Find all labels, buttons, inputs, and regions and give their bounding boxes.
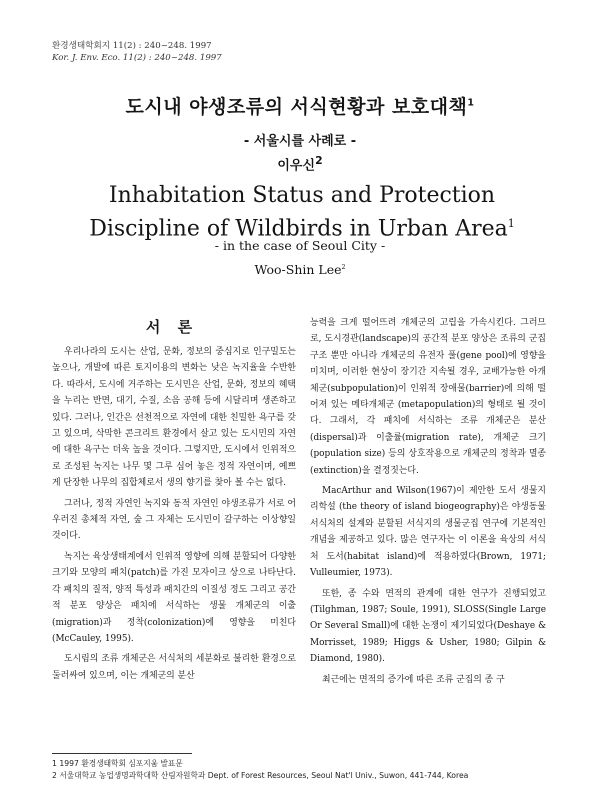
english-author-footnote-mark: 2 <box>341 263 346 271</box>
korean-title-footnote-mark: 1 <box>467 97 475 109</box>
paragraph: 그러나, 정적 자연인 녹지와 동적 자연인 야생조류가 서로 어우러진 총체적 자연, 숲 그 자체는 도시민이 갈구하는 이상향일 것이다. <box>52 498 296 542</box>
korean-author <box>0 154 600 173</box>
english-author <box>0 262 600 277</box>
journal-citation-english: Kor. J. Env. Eco. 11(2) : 240~248. 1997 <box>52 53 222 63</box>
paragraph: 우리나라의 도시는 산업, 문화, 정보의 중심지로 인구밀도는 높으나, 개발에 따른 토지이용의 변화는 낮은 녹지율을 수반한다. 따라서, 도시에 거주하는 도시민은 산업, 문화, 정보의 혜택을 누리는 반면, 대기, 수질, 소음 공해 등에 시달리며 생존하고 있다. 그러나, 인간은 선천적으로 자연에 대한 친밀한 욕구를 갖고 있으며, 삭막한 콘크리트 환경에서 살고 있는 도시민의 자연에 대한 욕구는 더욱 높을 것이다. 그렇지만, 도시에서 인위적으로 조성된 녹지는 나무 몇 그루 심어 놓은 정적 자연이며, 예쁘게 단장한 나무의 집합체로서 생의 향기를 찾아 볼 수는 없다. <box>52 347 296 489</box>
section-heading-introduction: 서 론 <box>145 318 199 336</box>
english-title-text: Inhabitation Status and Protection Discipline of Wildbirds in Urban Area <box>89 183 508 242</box>
paragraph: 녹지는 육상생태계에서 인위적 영향에 의해 분할되어 다양한 크기와 모양의 패치(patch)를 가진 모자이크 상으로 나타난다. 각 패치의 질적, 양적 특성과 패치간의 이질성 정도 그리고 공간적 분포 양상은 패치에 서식하는 생물 개체군의 이출(migration)과 정착(colonization)에 영향을 미친다(McCauley, 1995). <box>52 551 296 644</box>
journal-citation-korean: 환경생태학회지 11(2) : 240~248. 1997 <box>52 41 212 51</box>
journal-header <box>52 40 222 64</box>
left-column <box>52 344 296 684</box>
footnote-2: 2 서울대학교 농업생명과학대학 산림자원학과 Dept. of Forest Resources, Seoul Nat'l Univ., Suwon, 441-744, Korea <box>52 771 469 780</box>
footnote-divider <box>52 753 192 754</box>
english-title-footnote-mark: 1 <box>507 217 515 230</box>
korean-author-footnote-mark: 2 <box>315 154 323 167</box>
korean-title <box>0 92 600 119</box>
english-subtitle: - in the case of Seoul City - <box>214 238 386 253</box>
paragraph: 능력을 크게 떨어뜨려 개체군의 고립을 가속시킨다. 그러므로, 도시경관(landscape)의 공간적 분포 양상은 조류의 군집 구조 뿐만 아니라 개체군의 유전자 풀(gene pool)에 영향을 미치며, 이러한 현상이 장기간 지속될 경우, 교배가능한 아개체군(subpopulation)이 인위적 장애물(barrier)에 의해 떨어져 있는 메타개체군 (metapopulation)의 형태로 될 것이다. 그래서, 각 패치에 서식하는 조류 개체군은 분산(dispersal)과 이출률(migration rate), 개체군 크기(population size) 등의 상호작용으로 개체군의 정착과 멸종(extinction)을 결정짓는다. <box>310 318 546 476</box>
korean-author-name: 이우신 <box>277 158 316 174</box>
right-column <box>310 315 546 688</box>
footnotes <box>52 758 552 782</box>
english-author-name: Woo-Shin Lee <box>254 262 342 277</box>
paragraph: MacArthur and Wilson(1967)이 제안한 도서 생물지리학설 (the theory of island biogeography)은 야생동물 서식처의 설계와 분할된 서식지의 생물군집 연구에 기본적인 개념을 제공하고 있다. 많은 연구자는 이 이론을 육상의 서식처 도서(habitat island)에 적용하였다(Brown, 1971; Vulleumier, 1973). <box>310 486 546 579</box>
footnote-1: 1 1997 환경생태학회 심포지움 발표문 <box>52 759 183 768</box>
paragraph: 최근에는 면적의 증가에 따른 조류 군집의 종 구 <box>322 674 505 685</box>
english-title <box>52 182 552 243</box>
korean-subtitle: - 서울시를 사례로 - <box>243 134 357 149</box>
paragraph: 또한, 종 수와 면적의 관계에 대한 연구가 진행되었고 (Tilghman, 1987; Soule, 1991), SLOSS(Single Large Or Several Small)에 대한 논쟁이 제기되었다(Deshaye & Morrisset, 1989; Higgs & Usher, 1980; Gilpin & Diamond, 1980). <box>310 588 546 665</box>
korean-title-text: 도시내 야생조류의 서식현황과 보호대책 <box>125 96 468 118</box>
paragraph: 도시림의 조류 개체군은 서식처의 세분화로 불리한 환경으로 둘러싸여 있으며, 이는 개체군의 분산 <box>52 654 296 681</box>
